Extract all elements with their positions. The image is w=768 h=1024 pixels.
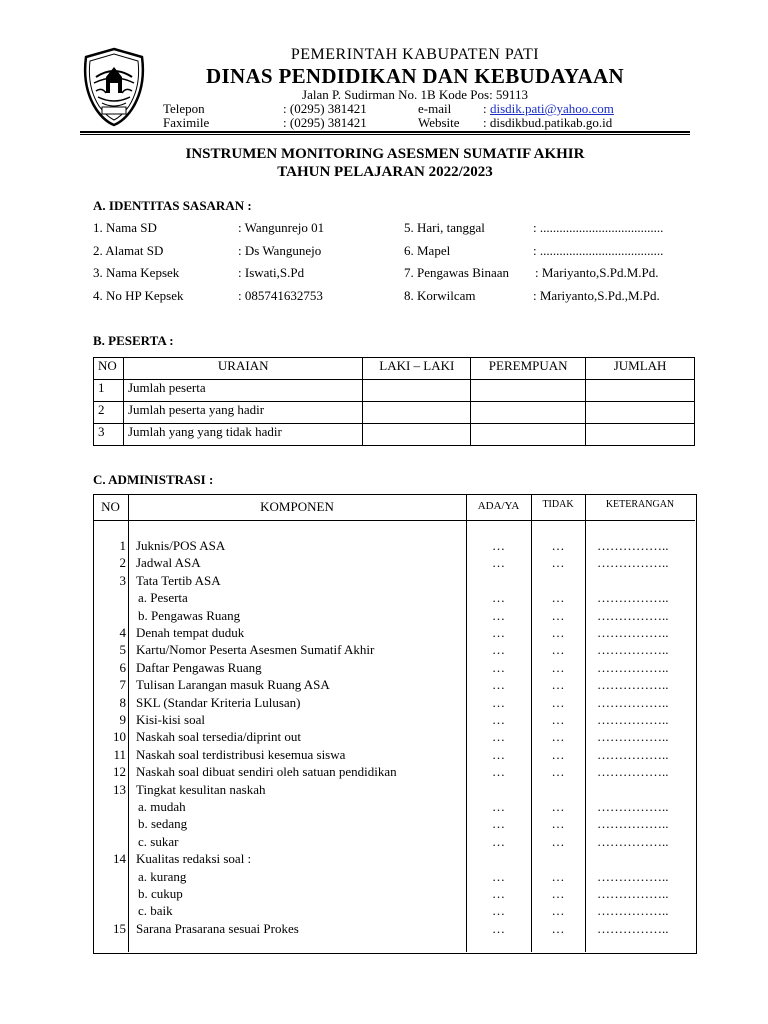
identity-label: 7. Pengawas Binaan	[404, 265, 510, 280]
ada-mark: …	[492, 920, 505, 936]
row-number	[93, 607, 126, 624]
column-header: LAKI – LAKI	[363, 358, 471, 380]
tidak-mark: …	[551, 712, 565, 727]
keterangan-mark: ……………..	[597, 590, 669, 606]
row-component: Tingkat kesulitan naskah	[136, 781, 266, 797]
identity-label: 4. No HP Kepsek	[93, 288, 184, 303]
keterangan-mark: ……………..	[597, 833, 669, 849]
column-header: ADA/YA	[477, 500, 520, 512]
table-cell	[586, 424, 695, 446]
ada-mark: …	[492, 729, 505, 745]
keterangan-mark: ……………..	[597, 538, 669, 553]
row-number: 5	[119, 642, 126, 658]
tidak-mark: …	[551, 833, 565, 849]
section-c-heading: C. ADMINISTRASI :	[93, 472, 214, 487]
row-number: 7	[119, 677, 126, 693]
row-number: 2	[119, 555, 126, 571]
table-cell	[471, 380, 586, 402]
row-component: Tata Tertib ASA	[136, 572, 221, 588]
tidak-mark: …	[551, 677, 565, 693]
row-component: Naskah soal tersedia/diprint out	[136, 729, 301, 745]
tidak-mark: …	[551, 555, 565, 571]
row-component: b. sedang	[138, 816, 188, 832]
keterangan-mark: ……………..	[597, 659, 669, 675]
tidak-mark: …	[551, 746, 565, 762]
website-label: Website	[418, 115, 460, 130]
row-number: 1	[119, 538, 126, 553]
ada-mark: …	[492, 746, 505, 762]
row-number: 10	[113, 729, 126, 745]
table-row	[94, 402, 695, 424]
keterangan-mark: ……………..	[597, 886, 669, 901]
ada-mark: …	[492, 868, 505, 884]
row-number	[93, 815, 126, 832]
row-number	[93, 833, 126, 850]
participant-table	[93, 357, 695, 446]
row-component: Tulisan Larangan masuk Ruang ASA	[136, 677, 330, 693]
row-component: c. baik	[138, 903, 173, 919]
column-divider	[585, 494, 586, 952]
column-header: URAIAN	[123, 358, 362, 380]
row-component: b. cukup	[138, 886, 183, 901]
table-cell: Jumlah yang yang tidak hadir	[123, 424, 362, 446]
ada-mark: …	[492, 799, 505, 814]
ada-mark: …	[492, 590, 505, 606]
regency-crest-logo	[80, 47, 148, 127]
identity-value: : 085741632753	[238, 288, 323, 303]
identity-value: : ......................................	[533, 243, 664, 258]
ada-mark: …	[492, 555, 505, 571]
identity-value: : Iswati,S.Pd	[238, 265, 305, 280]
tidak-mark: …	[551, 659, 565, 675]
identity-label: 3. Nama Kepsek	[93, 265, 180, 280]
keterangan-mark: ……………..	[597, 642, 669, 658]
row-number: 14	[113, 851, 126, 867]
table-cell	[363, 424, 471, 446]
row-component: SKL (Standar Kriteria Lulusan)	[136, 694, 301, 710]
identity-label: 8. Korwilcam	[404, 288, 476, 303]
keterangan-mark: ……………..	[597, 555, 669, 571]
table-cell: 1	[94, 380, 124, 402]
ada-mark: …	[492, 816, 505, 832]
govt-name: PEMERINTAH KABUPATEN PATI	[290, 46, 540, 63]
row-number	[93, 902, 126, 919]
column-divider	[128, 494, 129, 952]
tidak-mark: …	[551, 764, 565, 780]
ada-mark: …	[492, 659, 505, 675]
identity-label: 2. Alamat SD	[93, 243, 164, 258]
ada-mark: …	[492, 677, 505, 693]
letterhead-rule-thin	[80, 134, 690, 135]
ada-mark: …	[492, 886, 505, 901]
row-number: 4	[119, 625, 126, 640]
phone-label: Telepon	[163, 101, 205, 116]
identity-value: : Mariyanto,S.Pd.M.Pd.	[535, 265, 659, 280]
tidak-mark: …	[551, 868, 565, 884]
table-cell	[471, 424, 586, 446]
row-number: 3	[119, 572, 126, 588]
tidak-mark: …	[551, 903, 565, 919]
keterangan-mark: ……………..	[597, 677, 669, 693]
ada-mark: …	[492, 607, 505, 623]
row-component: b. Pengawas Ruang	[138, 607, 241, 623]
ada-mark: …	[492, 538, 505, 553]
row-component: a. Peserta	[138, 590, 188, 606]
tidak-mark: …	[551, 799, 565, 814]
identity-label: 1. Nama SD	[93, 220, 157, 235]
column-header: PEREMPUAN	[471, 358, 586, 380]
website-value: : disdikbud.patikab.go.id	[483, 115, 613, 130]
agency-address: Jalan P. Sudirman No. 1B Kode Pos: 59113	[302, 87, 528, 102]
row-number: 6	[119, 659, 126, 675]
keterangan-mark: ……………..	[597, 694, 669, 710]
row-component: Kualitas redaksi soal :	[136, 851, 252, 867]
column-header: KOMPONEN	[260, 499, 334, 514]
keterangan-mark: ……………..	[597, 903, 669, 919]
email-colon: :	[483, 101, 487, 116]
table-cell	[586, 402, 695, 424]
table-row	[94, 424, 695, 446]
tidak-mark: …	[551, 816, 565, 832]
row-component: Kisi-kisi soal	[136, 712, 205, 727]
section-a-heading: A. IDENTITAS SASARAN :	[93, 198, 252, 213]
ada-mark: …	[492, 642, 505, 658]
table-cell	[586, 380, 695, 402]
row-component: Sarana Prasarana sesuai Prokes	[136, 920, 299, 936]
table-cell: 3	[94, 424, 124, 446]
keterangan-mark: ……………..	[597, 729, 669, 745]
row-component: Kartu/Nomor Peserta Asesmen Sumatif Akhir	[136, 642, 375, 658]
identity-value: : Mariyanto,S.Pd.,M.Pd.	[533, 288, 660, 303]
table-cell	[363, 380, 471, 402]
identity-value: : Ds Wangunejo	[238, 243, 322, 258]
identity-label: 5. Hari, tanggal	[404, 220, 485, 235]
keterangan-mark: ……………..	[597, 868, 669, 884]
email-link[interactable]: disdik.pati@yahoo.com	[490, 101, 614, 116]
row-number: 9	[119, 712, 126, 727]
tidak-mark: …	[551, 642, 565, 658]
section-b-heading: B. PESERTA :	[93, 333, 174, 348]
row-number: 12	[113, 764, 126, 780]
table-cell: Jumlah peserta	[123, 380, 362, 402]
tidak-mark: …	[551, 729, 565, 745]
row-number: 13	[113, 781, 126, 797]
identity-value: : ......................................	[533, 220, 664, 235]
header-divider	[93, 520, 695, 521]
identity-value: : Wangunrejo 01	[238, 220, 325, 235]
table-cell: Jumlah peserta yang hadir	[123, 402, 362, 424]
row-component: a. mudah	[138, 799, 186, 814]
row-number: 11	[113, 746, 126, 762]
row-number	[93, 798, 126, 815]
ada-mark: …	[492, 625, 505, 640]
row-component: Naskah soal dibuat sendiri oleh satuan pendidikan	[136, 764, 397, 780]
tidak-mark: …	[551, 886, 565, 901]
agency-name: DINAS PENDIDIKAN DAN KEBUDAYAAN	[206, 64, 624, 88]
table-cell	[363, 402, 471, 424]
tidak-mark: …	[551, 625, 565, 640]
tidak-mark: …	[551, 920, 565, 936]
email-label: e-mail	[418, 101, 452, 116]
row-number: 15	[113, 920, 126, 936]
fax-label: Faximile	[163, 115, 210, 130]
tidak-mark: …	[551, 607, 565, 623]
column-header: JUMLAH	[586, 358, 695, 380]
ada-mark: …	[492, 694, 505, 710]
row-component: Denah tempat duduk	[136, 625, 245, 640]
table-cell: 2	[94, 402, 124, 424]
table-cell	[471, 402, 586, 424]
ada-mark: …	[492, 764, 505, 780]
table-row	[94, 380, 695, 402]
keterangan-mark: ……………..	[597, 712, 669, 727]
keterangan-mark: ……………..	[597, 816, 669, 832]
ada-mark: …	[492, 903, 505, 919]
keterangan-mark: ……………..	[597, 625, 669, 640]
row-component: a. kurang	[138, 868, 187, 884]
tidak-mark: …	[551, 590, 565, 606]
doc-title: INSTRUMEN MONITORING ASESMEN SUMATIF AKHIR	[185, 146, 585, 162]
column-header: NO	[101, 499, 120, 514]
keterangan-mark: ……………..	[597, 920, 669, 936]
row-number: 8	[119, 694, 126, 710]
keterangan-mark: ……………..	[597, 799, 669, 814]
doc-subtitle: TAHUN PELAJARAN 2022/2023	[277, 164, 493, 180]
row-component: Daftar Pengawas Ruang	[136, 659, 262, 675]
keterangan-mark: ……………..	[597, 746, 669, 762]
row-number	[93, 868, 126, 885]
phone-value: : (0295) 381421	[283, 101, 367, 116]
row-component: Jadwal ASA	[136, 555, 201, 571]
column-header: NO	[94, 358, 124, 380]
identity-label: 6. Mapel	[404, 243, 451, 258]
table-header-row	[94, 358, 695, 380]
fax-value: : (0295) 381421	[283, 115, 367, 130]
row-component: Naskah soal terdistribusi kesemua siswa	[136, 746, 346, 762]
tidak-mark: …	[551, 694, 565, 710]
row-number	[93, 885, 126, 902]
keterangan-mark: ……………..	[597, 607, 669, 623]
row-number	[93, 589, 126, 606]
row-component: Juknis/POS ASA	[136, 538, 226, 553]
keterangan-mark: ……………..	[597, 764, 669, 780]
letterhead-rule-thick	[80, 131, 690, 133]
ada-mark: …	[492, 712, 505, 727]
column-header: KETERANGAN	[605, 499, 675, 510]
row-component: c. sukar	[138, 833, 179, 849]
column-header: TIDAK	[542, 499, 574, 510]
tidak-mark: …	[551, 538, 565, 553]
ada-mark: …	[492, 833, 505, 849]
